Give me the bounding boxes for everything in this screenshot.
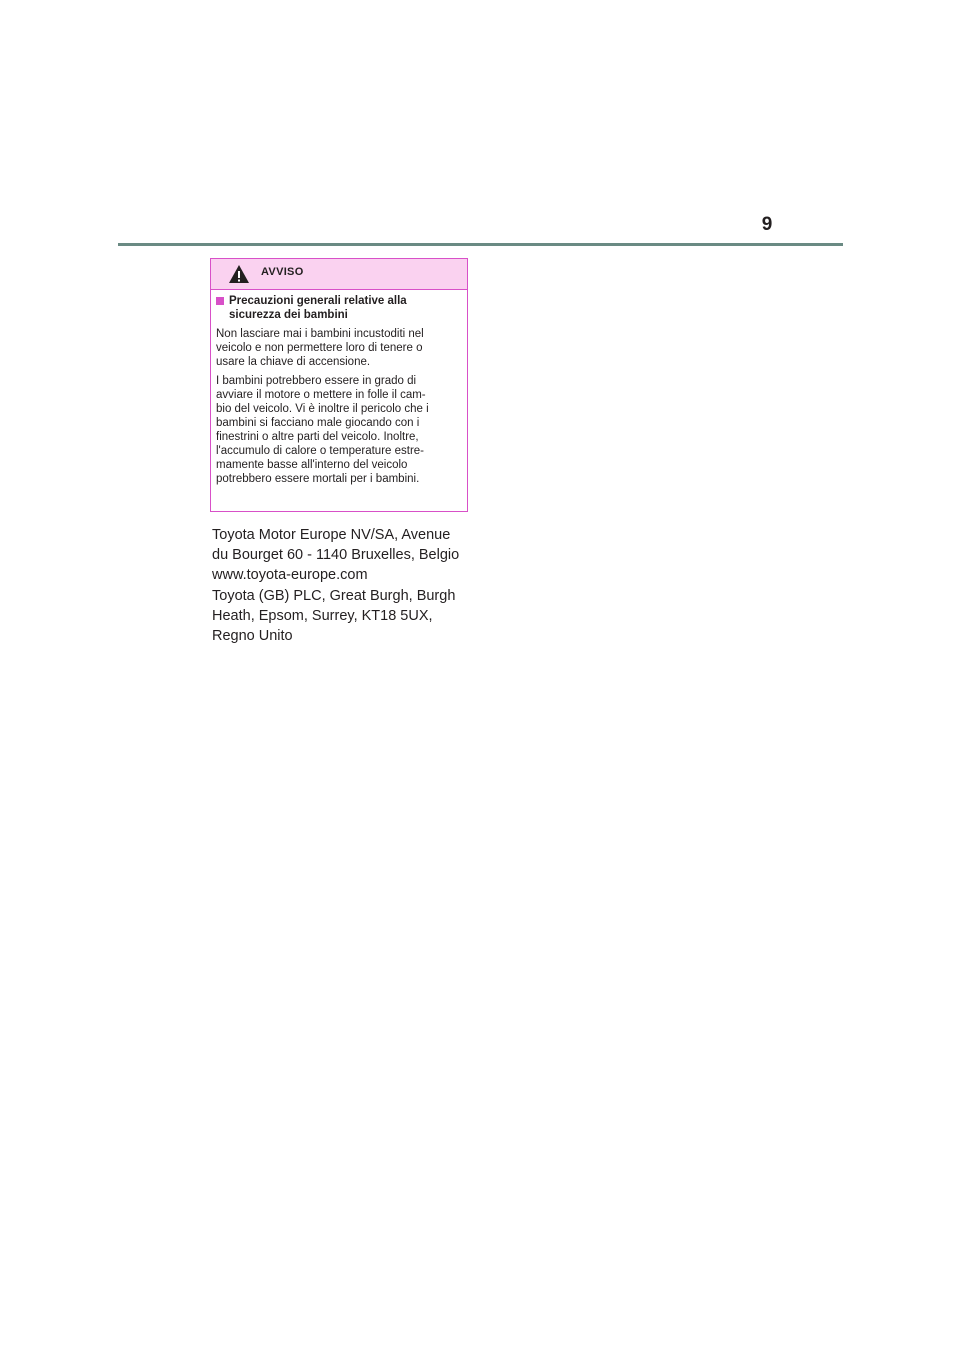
warning-triangle-icon — [228, 264, 250, 284]
page-number: 9 — [761, 214, 773, 235]
warning-heading: Precauzioni generali relative alla sicurezza dei bambini — [229, 295, 407, 321]
square-bullet-icon — [216, 297, 224, 305]
warning-body — [211, 290, 467, 486]
address-uk: Toyota (GB) PLC, Great Burgh, Burgh Heath, Epsom, Surrey, KT18 5UX, Regno Unito — [212, 588, 456, 644]
warning-box — [210, 258, 468, 512]
warning-paragraph: I bambini potrebbero essere in grado di avviare il motore o mettere in folle il cam- bio del veicolo. Vi è inoltre il pericolo che i bambini si facciano male giocando con i finestrini o altre parti del veicolo. Inoltre, l'accumulo di calore o temperature estre- mamente basse all'interno del veicolo potrebbero essere mortali per i bambini. — [216, 375, 429, 485]
warning-header — [211, 259, 467, 290]
warning-title: AVVISO — [261, 266, 304, 278]
warning-heading-row — [216, 294, 461, 322]
warning-paragraph: Non lasciare mai i bambini incustoditi nel veicolo e non permettere loro di tenere o usare la chiave di accensione. — [216, 328, 424, 368]
address-europe: Toyota Motor Europe NV/SA, Avenue du Bourget 60 - 1140 Bruxelles, Belgio www.toyota-europe.com — [212, 527, 460, 583]
header-rule — [118, 243, 843, 246]
